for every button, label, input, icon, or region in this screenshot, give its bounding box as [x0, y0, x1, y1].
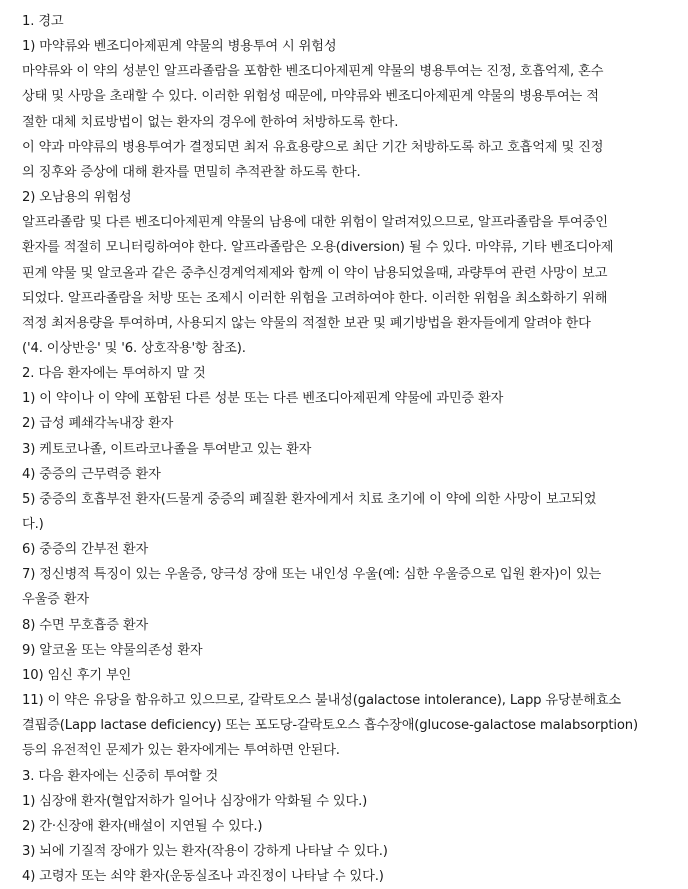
document-line: 5) 중증의 호흡부전 환자(드물게 중증의 폐질환 환자에게서 치료 초기에 이 약에 의한 사망이 보고되었	[22, 491, 597, 507]
document-line: 환자를 적절히 모니터링하여야 한다. 알프라졸람은 오용(diversion) 될 수 있다. 마약류, 기타 벤조디아제	[22, 240, 614, 256]
document-line: 결핍증(Lapp lactase deficiency) 또는 포도당-갈락토오스 흡수장애(glucose-galactose malabsorption)	[22, 718, 638, 734]
document-line: 11) 이 약은 유당을 함유하고 있으므로, 갈락토오스 불내성(galactose intolerance), Lapp 유당분해효소	[22, 693, 621, 708]
document-line: 2. 다음 환자에는 투여하지 말 것	[22, 366, 206, 382]
document-line: 1) 심장애 환자(혈압저하가 일어나 심장애가 악화될 수 있다.)	[22, 793, 368, 809]
document-line: 상태 및 사망을 초래할 수 있다. 이러한 위험성 때문에, 마약류와 벤조디아제핀계 약물의 병용투여는 적	[22, 89, 599, 105]
document-line: 의 징후와 증상에 대해 환자를 면밀히 추적관찰 하도록 한다.	[22, 164, 361, 180]
document-line: 8) 수면 무호흡증 환자	[22, 617, 149, 633]
document-line: 되었다. 알프라졸람을 처방 또는 조제시 이러한 위험을 고려하여야 한다. 이러한 위험을 최소화하기 위해	[22, 290, 608, 306]
document-line: 3) 뇌에 기질적 장애가 있는 환자(작용이 강하게 나타날 수 있다.)	[22, 843, 388, 859]
document-line: 우울증 환자	[22, 592, 89, 608]
document-line: ('4. 이상반응' 및 '6. 상호작용'항 참조).	[22, 340, 246, 356]
document-line: 1. 경고	[22, 14, 64, 29]
document-line: 10) 임신 후기 부인	[22, 667, 132, 683]
document-line: 3) 케토코나졸, 이트라코나졸을 투여받고 있는 환자	[22, 441, 312, 457]
document-line: 마약류와 이 약의 성분인 알프라졸람을 포함한 벤조디아제핀계 약물의 병용투여는 진정, 호흡억제, 혼수	[22, 64, 604, 80]
document-line: 2) 간·신장애 환자(배설이 지연될 수 있다.)	[22, 818, 263, 834]
document-line: 9) 알코올 또는 약물의존성 환자	[22, 642, 203, 658]
document-line: 3. 다음 환자에는 신중히 투여할 것	[22, 768, 219, 784]
document-line: 4) 고령자 또는 쇠약 환자(운동실조나 과진정이 나타날 수 있다.)	[22, 869, 384, 885]
document-line: 등의 유전적인 문제가 있는 환자에게는 투여하면 안된다.	[22, 743, 340, 759]
document-line: 7) 정신병적 특징이 있는 우울증, 양극성 장애 또는 내인성 우울(예: 심한 우울증으로 입원 환자)이 있는	[22, 567, 602, 583]
document-line: 다.)	[22, 517, 44, 532]
document-line: 1) 마약류와 벤조디아제핀계 약물의 병용투여 시 위험성	[22, 39, 337, 55]
document-line: 절한 대체 치료방법이 없는 환자의 경우에 한하여 처방하도록 한다.	[22, 114, 399, 130]
document-line: 1) 이 약이나 이 약에 포함된 다른 성분 또는 다른 벤조디아제핀계 약물에 과민증 환자	[22, 391, 504, 407]
document-line: 알프라졸람 및 다른 벤조디아제핀계 약물의 남용에 대한 위험이 알려져있으므로, 알프라졸람을 투여중인	[22, 215, 608, 231]
document-line: 4) 중증의 근무력증 환자	[22, 466, 161, 482]
document-line: 적정 최저용량을 투여하며, 사용되지 않는 약물의 적절한 보관 및 폐기방법을 환자들에게 알려야 한다	[22, 315, 591, 331]
document-line: 이 약과 마약류의 병용투여가 결정되면 최저 유효용량으로 최단 기간 처방하도록 하고 호흡억제 및 진정	[22, 139, 604, 155]
document-line: 2) 급성 폐쇄각녹내장 환자	[22, 416, 174, 432]
document-line: 6) 중증의 간부전 환자	[22, 542, 149, 558]
document-line: 2) 오남용의 위험성	[22, 190, 132, 205]
document-line: 핀계 약물 및 알코올과 같은 중추신경계억제제와 함께 이 약이 남용되었을때, 과량투여 관련 사망이 보고	[22, 265, 608, 281]
